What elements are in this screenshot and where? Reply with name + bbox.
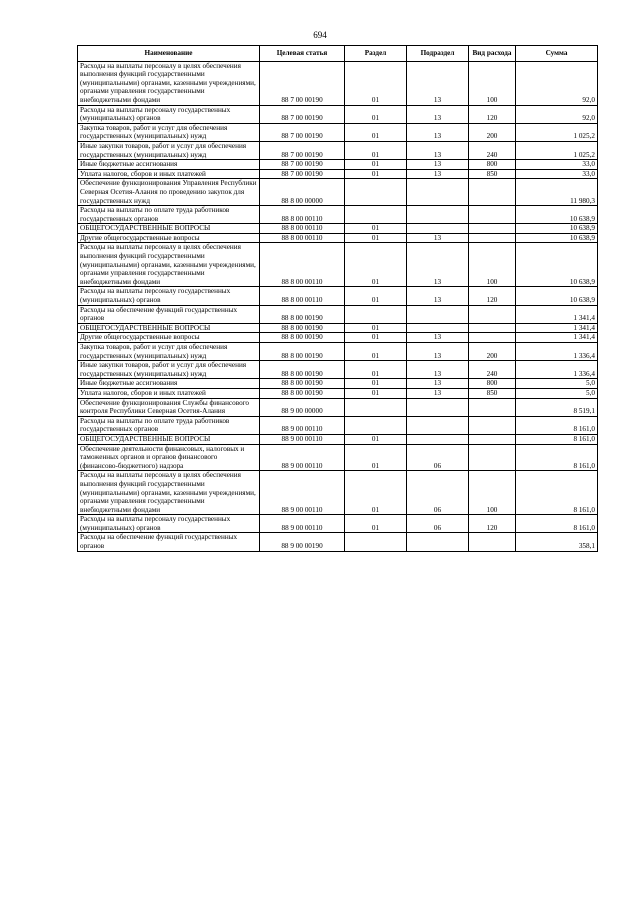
header-sum: Сумма [516, 46, 598, 62]
row-section: 01 [345, 224, 407, 234]
row-section: 01 [345, 434, 407, 444]
table-row [78, 343, 598, 361]
row-subsection: 13 [407, 141, 469, 159]
row-expense-type: 850 [469, 169, 516, 179]
row-section [345, 398, 407, 416]
row-target: 88 7 00 00190 [260, 169, 345, 179]
table-row [78, 533, 598, 551]
row-sum: 1 336,4 [516, 361, 598, 379]
table-row [78, 515, 598, 533]
row-subsection [407, 416, 469, 434]
row-sum: 1 341,4 [516, 333, 598, 343]
row-target: 88 8 00 00190 [260, 388, 345, 398]
row-section: 01 [345, 515, 407, 533]
row-subsection: 13 [407, 379, 469, 389]
row-name: Обеспечение функционирования Службы финансового контроля Республики Северная Осетия-Алания [80, 398, 250, 416]
row-section: 01 [345, 287, 407, 305]
row-target: 88 9 00 00000 [260, 398, 345, 416]
table-row [78, 361, 598, 379]
row-section: 01 [345, 169, 407, 179]
row-name: Расходы на выплаты персоналу в целях обеспечения выполнения функций государственными (муниципальными) органами, казенными учреждениями, органами управления государственными внебюджетными фондами [80, 471, 256, 514]
row-expense-type: 100 [469, 61, 516, 105]
table-row [78, 160, 598, 170]
row-sum: 8 519,1 [516, 398, 598, 416]
page-number: 694 [313, 30, 327, 40]
row-subsection: 06 [407, 471, 469, 515]
row-name: Расходы на обеспечение функций государственных органов [80, 533, 238, 551]
row-section: 01 [345, 333, 407, 343]
row-sum: 1 341,4 [516, 305, 598, 323]
row-expense-type [469, 398, 516, 416]
row-expense-type [469, 416, 516, 434]
row-name: Расходы на выплаты по оплате труда работников государственных органов [80, 206, 230, 223]
row-sum: 33,0 [516, 160, 598, 170]
row-target: 88 9 00 00110 [260, 471, 345, 515]
row-target: 88 8 00 00110 [260, 224, 345, 234]
row-section [345, 179, 407, 206]
row-section: 01 [345, 379, 407, 389]
row-sum: 8 161,0 [516, 515, 598, 533]
header-name: Наименование [78, 46, 260, 62]
row-subsection: 13 [407, 287, 469, 305]
row-section: 01 [345, 444, 407, 471]
row-expense-type: 120 [469, 105, 516, 123]
table-row [78, 398, 598, 416]
row-subsection: 13 [407, 123, 469, 141]
row-section: 01 [345, 105, 407, 123]
row-subsection [407, 224, 469, 234]
row-sum: 1 025,2 [516, 141, 598, 159]
table-row [78, 206, 598, 224]
row-expense-type [469, 206, 516, 224]
table-row [78, 169, 598, 179]
row-target: 88 9 00 00190 [260, 533, 345, 551]
row-name: Обеспечение функционирования Управления Республики Северная Осетия-Алания по проведению закупок для государственных нужд [80, 179, 257, 205]
row-name: ОБЩЕГОСУДАРСТВЕННЫЕ ВОПРОСЫ [80, 323, 211, 332]
row-expense-type [469, 233, 516, 243]
row-expense-type [469, 434, 516, 444]
row-subsection [407, 434, 469, 444]
row-name: Расходы на выплаты персоналу в целях обеспечения выполнения функций государственными (муниципальными) органами, казенными учреждениями, органами управления государственными внебюджетными фондами [80, 243, 256, 286]
row-section: 01 [345, 141, 407, 159]
row-name: Иные закупки товаров, работ и услуг для обеспечения государственных (муниципальных) нужд [80, 361, 247, 378]
row-section [345, 305, 407, 323]
row-sum: 10 638,9 [516, 243, 598, 287]
row-subsection: 13 [407, 361, 469, 379]
budget-table [77, 45, 598, 552]
row-subsection: 13 [407, 343, 469, 361]
row-expense-type: 100 [469, 471, 516, 515]
row-target: 88 8 00 00190 [260, 361, 345, 379]
row-section [345, 416, 407, 434]
row-name: Закупка товаров, работ и услуг для обеспечения государственных (муниципальных) нужд [80, 343, 228, 360]
row-sum: 1 025,2 [516, 123, 598, 141]
table-row [78, 243, 598, 287]
table-row [78, 471, 598, 515]
row-name: Расходы на обеспечение функций государственных органов [80, 305, 238, 323]
row-sum: 10 638,9 [516, 206, 598, 224]
row-subsection: 13 [407, 61, 469, 105]
row-expense-type [469, 224, 516, 234]
table-row [78, 123, 598, 141]
row-name: Уплата налогов, сборов и иных платежей [80, 388, 206, 397]
row-target: 88 7 00 00190 [260, 105, 345, 123]
row-name: Другие общегосударственные вопросы [80, 333, 200, 342]
row-target: 88 8 00 00190 [260, 333, 345, 343]
row-section: 01 [345, 388, 407, 398]
row-subsection: 06 [407, 515, 469, 533]
row-name: Обеспечение деятельности финансовых, налоговых и таможенных органов и органов финансового (финансово-бюджетного) надзора [80, 444, 245, 470]
row-subsection: 13 [407, 243, 469, 287]
row-sum: 8 161,0 [516, 471, 598, 515]
row-name: Расходы на выплаты персоналу государственных (муниципальных) органов [80, 105, 231, 123]
row-sum: 92,0 [516, 61, 598, 105]
row-sum: 8 161,0 [516, 416, 598, 434]
row-expense-type: 200 [469, 123, 516, 141]
row-target: 88 8 00 00110 [260, 243, 345, 287]
row-target: 88 7 00 00190 [260, 141, 345, 159]
row-sum: 1 341,4 [516, 323, 598, 333]
row-subsection [407, 305, 469, 323]
header-subsection: Подраздел [407, 46, 469, 62]
row-name: Иные бюджетные ассигнования [80, 160, 178, 169]
row-subsection: 13 [407, 169, 469, 179]
row-sum: 33,0 [516, 169, 598, 179]
row-section: 01 [345, 123, 407, 141]
row-subsection: 13 [407, 233, 469, 243]
row-section [345, 206, 407, 224]
table-row [78, 379, 598, 389]
row-sum: 1 336,4 [516, 343, 598, 361]
table-row [78, 141, 598, 159]
row-target: 88 8 00 00190 [260, 379, 345, 389]
row-expense-type: 120 [469, 287, 516, 305]
row-name: ОБЩЕГОСУДАРСТВЕННЫЕ ВОПРОСЫ [80, 434, 211, 443]
row-sum: 358,1 [516, 533, 598, 551]
row-section: 01 [345, 323, 407, 333]
row-subsection [407, 533, 469, 551]
row-section [345, 533, 407, 551]
table-header-row [78, 46, 598, 62]
row-target: 88 9 00 00110 [260, 444, 345, 471]
row-target: 88 9 00 00110 [260, 515, 345, 533]
row-target: 88 8 00 00190 [260, 343, 345, 361]
row-name: Закупка товаров, работ и услуг для обеспечения государственных (муниципальных) нужд [80, 123, 228, 141]
row-expense-type: 200 [469, 343, 516, 361]
table-row [78, 61, 598, 105]
row-subsection: 06 [407, 444, 469, 471]
row-name: Расходы на выплаты персоналу государственных (муниципальных) органов [80, 515, 231, 532]
row-name: ОБЩЕГОСУДАРСТВЕННЫЕ ВОПРОСЫ [80, 224, 211, 233]
row-target: 88 8 00 00110 [260, 206, 345, 224]
table-row [78, 434, 598, 444]
table-row [78, 305, 598, 323]
table-row [78, 323, 598, 333]
row-name: Иные закупки товаров, работ и услуг для обеспечения государственных (муниципальных) нужд [80, 141, 247, 159]
row-subsection: 13 [407, 160, 469, 170]
row-subsection [407, 179, 469, 206]
row-sum: 10 638,9 [516, 224, 598, 234]
row-sum: 10 638,9 [516, 287, 598, 305]
row-subsection [407, 398, 469, 416]
row-target: 88 8 00 00110 [260, 287, 345, 305]
row-expense-type [469, 305, 516, 323]
row-expense-type: 850 [469, 388, 516, 398]
row-expense-type: 240 [469, 361, 516, 379]
table-row [78, 287, 598, 305]
row-name: Иные бюджетные ассигнования [80, 379, 178, 388]
row-expense-type [469, 333, 516, 343]
table-body [78, 61, 598, 551]
row-expense-type: 800 [469, 379, 516, 389]
row-name: Уплата налогов, сборов и иных платежей [80, 169, 206, 178]
row-target: 88 9 00 00110 [260, 416, 345, 434]
table-row [78, 333, 598, 343]
table-row [78, 444, 598, 471]
row-section: 01 [345, 160, 407, 170]
row-section: 01 [345, 233, 407, 243]
table-row [78, 416, 598, 434]
table-row [78, 388, 598, 398]
row-section: 01 [345, 361, 407, 379]
header-expense-type: Вид расхода [469, 46, 516, 62]
table-row [78, 105, 598, 123]
row-target: 88 8 00 00190 [260, 323, 345, 333]
row-subsection: 13 [407, 388, 469, 398]
row-target: 88 8 00 00000 [260, 179, 345, 206]
row-section: 01 [345, 343, 407, 361]
row-expense-type [469, 444, 516, 471]
row-sum: 5,0 [516, 379, 598, 389]
row-target: 88 7 00 00190 [260, 61, 345, 105]
row-target: 88 8 00 00190 [260, 305, 345, 323]
row-subsection [407, 206, 469, 224]
row-target: 88 8 00 00110 [260, 233, 345, 243]
row-expense-type [469, 533, 516, 551]
row-target: 88 7 00 00190 [260, 123, 345, 141]
row-sum: 92,0 [516, 105, 598, 123]
row-sum: 8 161,0 [516, 434, 598, 444]
table-row [78, 233, 598, 243]
table-row [78, 179, 598, 206]
row-name: Расходы на выплаты персоналу государственных (муниципальных) органов [80, 287, 231, 305]
row-expense-type [469, 323, 516, 333]
row-expense-type [469, 179, 516, 206]
header-target: Целевая статья [260, 46, 345, 62]
row-expense-type: 800 [469, 160, 516, 170]
row-sum: 5,0 [516, 388, 598, 398]
row-target: 88 7 00 00190 [260, 160, 345, 170]
row-name: Другие общегосударственные вопросы [80, 233, 200, 242]
row-sum: 8 161,0 [516, 444, 598, 471]
row-section: 01 [345, 471, 407, 515]
row-name: Расходы на выплаты персоналу в целях обеспечения выполнения функций государственными (муниципальными) органами, казенными учреждениями, органами управления государственными внебюджетными фондами [80, 61, 256, 104]
row-name: Расходы на выплаты по оплате труда работников государственных органов [80, 416, 230, 434]
row-expense-type: 100 [469, 243, 516, 287]
row-sum: 10 638,9 [516, 233, 598, 243]
table-row [78, 224, 598, 234]
row-subsection [407, 323, 469, 333]
row-section: 01 [345, 243, 407, 287]
row-target: 88 9 00 00110 [260, 434, 345, 444]
row-section: 01 [345, 61, 407, 105]
row-sum: 11 980,3 [516, 179, 598, 206]
row-expense-type: 120 [469, 515, 516, 533]
row-expense-type: 240 [469, 141, 516, 159]
header-section: Раздел [345, 46, 407, 62]
row-subsection: 13 [407, 333, 469, 343]
row-subsection: 13 [407, 105, 469, 123]
